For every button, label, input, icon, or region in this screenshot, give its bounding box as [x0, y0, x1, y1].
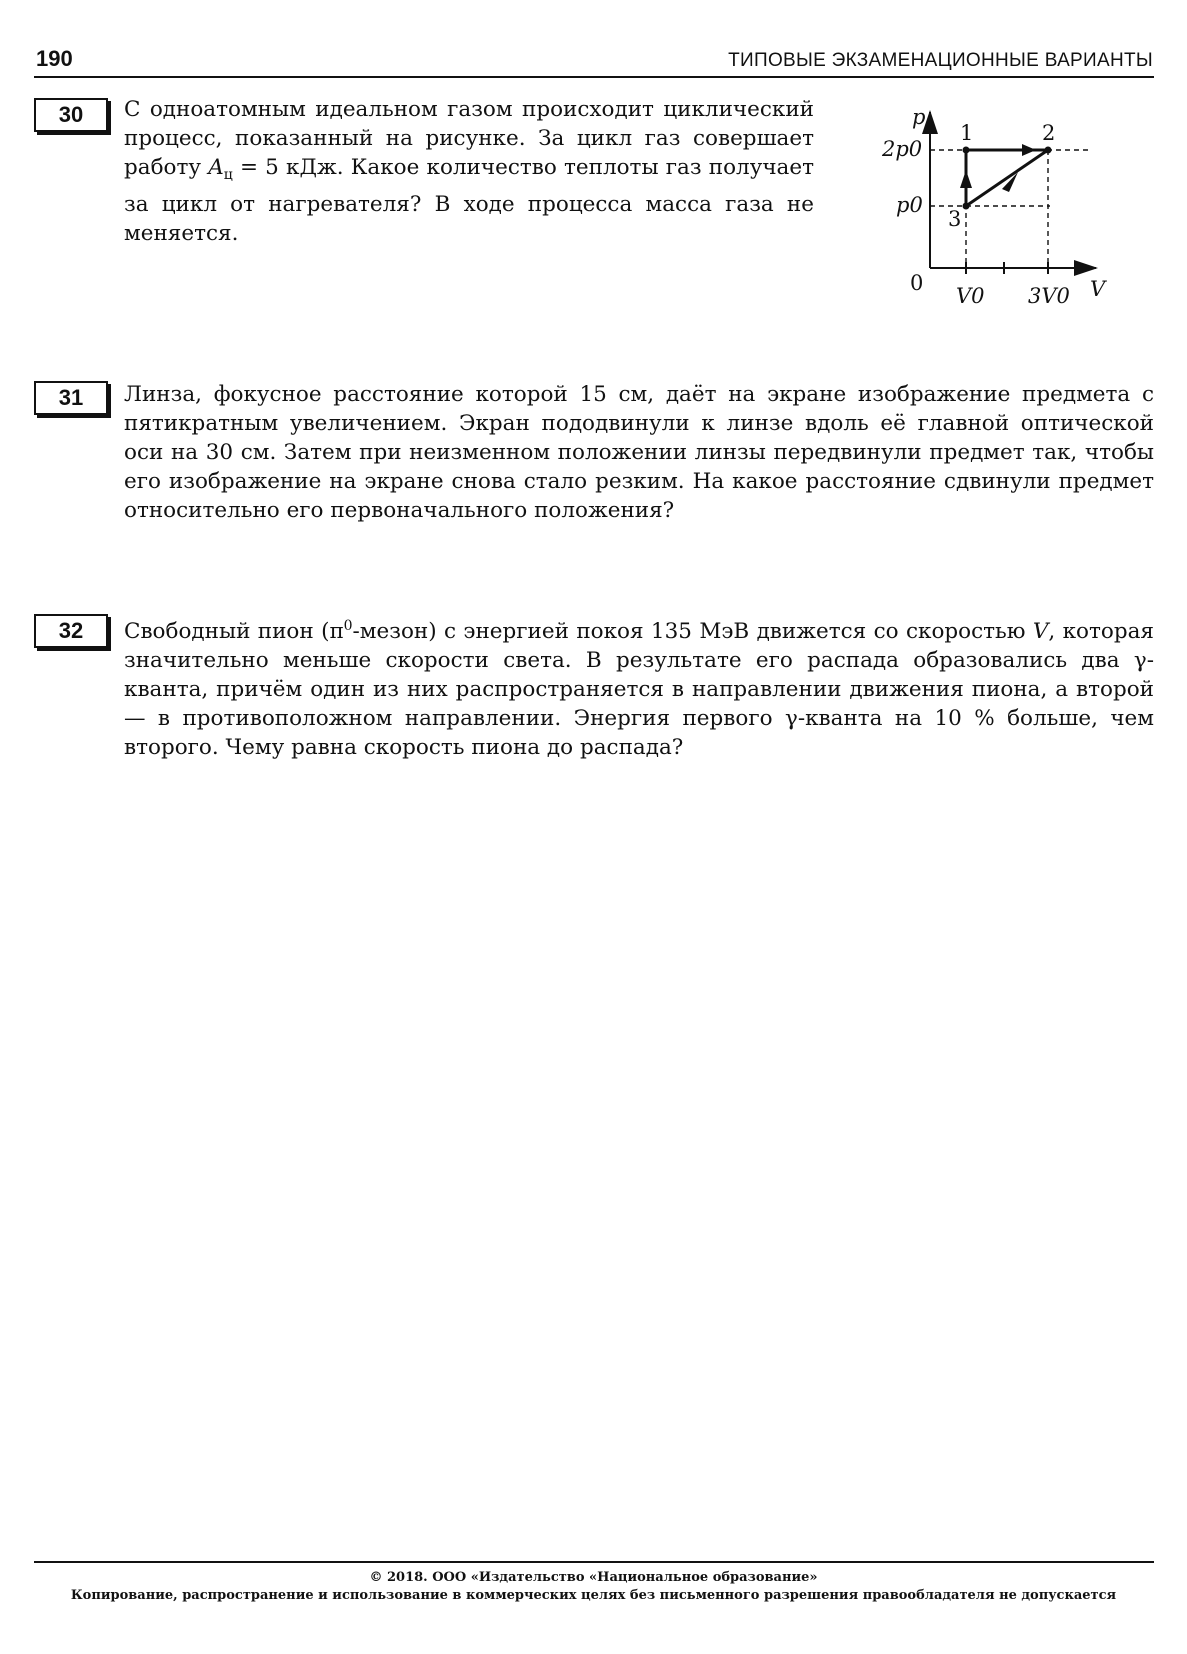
footer-copyright: © 2018. ООО «Издательство «Национальное образование»	[369, 1570, 818, 1585]
x-tick-v0: V0	[956, 284, 985, 308]
point-2-label: 2	[1042, 121, 1056, 145]
v-axis-label: V	[1090, 277, 1106, 301]
state-point-3	[963, 203, 970, 210]
footer-notice: Копирование, распространение и использование в коммерческих целях без письменного разрешения правообладателя не допускается	[70, 1588, 1117, 1603]
task-30-text-part1: С одноатомным идеальном газом происходит циклический процесс, показанный на рисунке. За цикл газ совершает работу	[124, 97, 814, 180]
x-tick-3v0: 3V0	[1028, 284, 1070, 308]
arrow-1-2	[1022, 144, 1036, 156]
task-32-text-part1: Свободный пион (π	[124, 619, 344, 644]
work-symbol: A	[208, 155, 224, 180]
pion-superscript: 0	[343, 618, 353, 634]
arrow-3-1	[960, 170, 972, 188]
state-point-2	[1045, 147, 1052, 154]
task-number-32: 32	[34, 614, 108, 648]
task-32-text-part2: -мезон) с энергией покоя 135 МэВ движется со скоростью	[352, 619, 1033, 644]
task-32-text-part3: , которая значительно меньше скорости света. В результате его распада образовались два γ-кванта, причём один из них распространяется в направлении движения пиона, а второй — в противоположном направлении. Энергия первого γ-кванта на 10 % больше, чем второго. Чему равна скорость пиона до распада?	[124, 619, 1154, 760]
point-3-label: 3	[948, 207, 962, 231]
process-2-3	[966, 150, 1048, 206]
task-number-31: 31	[34, 381, 108, 415]
task-30-text	[124, 95, 814, 248]
task-number-30: 30	[34, 98, 108, 132]
point-1-label: 1	[960, 121, 974, 145]
y-tick-2p0: 2p0	[882, 137, 923, 161]
footer-divider	[34, 1561, 1154, 1563]
header-divider	[34, 76, 1154, 78]
state-point-1	[963, 147, 970, 154]
task-32-text	[124, 612, 1154, 762]
work-subscript: ц	[223, 167, 233, 183]
task-31-text: Линза, фокусное расстояние которой 15 см, даёт на экране изображение предмета с пятикратным увеличением. Экран пододвинули к линзе вдоль её главной оптической оси на 30 см. Затем при неизменном положении линзы передвинули предмет так, чтобы его изображение на экране снова стало резким. На какое расстояние сдвинули предмет относительно его первоначального положения?	[124, 382, 1154, 523]
p-axis-label: p	[912, 105, 926, 129]
velocity-symbol: V	[1032, 619, 1049, 644]
running-header-title: ТИПОВЫЕ ЭКЗАМЕНАЦИОННЫЕ ВАРИАНТЫ	[728, 50, 1153, 71]
y-tick-p0: p0	[896, 193, 923, 217]
pv-diagram	[882, 105, 1108, 318]
origin-label: 0	[910, 271, 924, 295]
task-30-text-part2: = 5 кДж. Какое количество теплоты газ получает за цикл от нагревателя? В ходе процесса масса газа не меняется.	[124, 155, 814, 246]
page-number: 190	[36, 46, 73, 71]
